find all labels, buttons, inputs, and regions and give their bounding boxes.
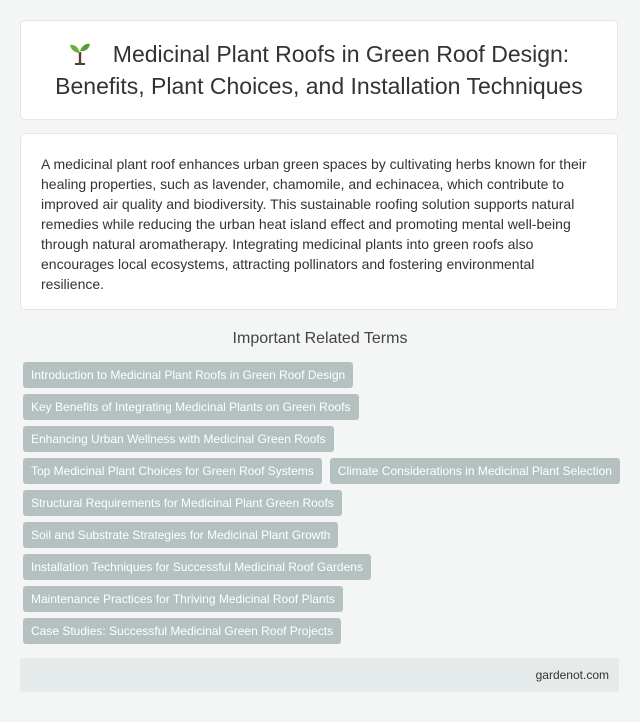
footer [20, 658, 619, 692]
term-row [23, 362, 623, 388]
related-term-tag[interactable]: Climate Considerations in Medicinal Plant Selection [330, 458, 620, 484]
footer-site-link[interactable]: gardenot.com [535, 668, 609, 682]
related-term-tag[interactable]: Introduction to Medicinal Plant Roofs in Green Roof Design [23, 362, 353, 388]
title-card [20, 20, 618, 120]
term-row [23, 554, 623, 580]
term-row [23, 394, 623, 420]
term-row [23, 618, 623, 644]
term-row [23, 490, 623, 516]
page-title-text: Medicinal Plant Roofs in Green Roof Design: Benefits, Plant Choices, and Installation Techniques [55, 41, 583, 99]
related-term-tag[interactable]: Structural Requirements for Medicinal Plant Green Roofs [23, 490, 342, 516]
summary-text: A medicinal plant roof enhances urban green spaces by cultivating herbs known for their healing properties, such as lavender, chamomile, and echinacea, which contribute to improved air quality and biodiversity. This sustainable roofing solution supports natural remedies while reducing the urban heat island effect and promoting mental well-being through natural aromatherapy. Integrating medicinal plants into green roofs also encourages local ecosystems, attracting pollinators and fostering environmental resilience. [41, 156, 587, 292]
related-terms-list [23, 362, 623, 650]
term-row [23, 426, 623, 452]
related-term-tag[interactable]: Enhancing Urban Wellness with Medicinal Green Roofs [23, 426, 334, 452]
term-row [23, 522, 623, 548]
related-term-tag[interactable]: Installation Techniques for Successful Medicinal Roof Gardens [23, 554, 371, 580]
related-term-tag[interactable]: Key Benefits of Integrating Medicinal Plants on Green Roofs [23, 394, 359, 420]
related-term-tag[interactable]: Case Studies: Successful Medicinal Green Roof Projects [23, 618, 341, 644]
related-terms-heading: Important Related Terms [232, 330, 408, 347]
term-row [23, 586, 623, 612]
related-term-tag[interactable]: Maintenance Practices for Thriving Medicinal Roof Plants [23, 586, 343, 612]
related-term-tag[interactable]: Soil and Substrate Strategies for Medicinal Plant Growth [23, 522, 338, 548]
summary-card [20, 133, 618, 310]
term-row [23, 458, 623, 484]
related-term-tag[interactable]: Top Medicinal Plant Choices for Green Roof Systems [23, 458, 322, 484]
sprout-icon [69, 41, 91, 65]
page-title [21, 38, 617, 102]
